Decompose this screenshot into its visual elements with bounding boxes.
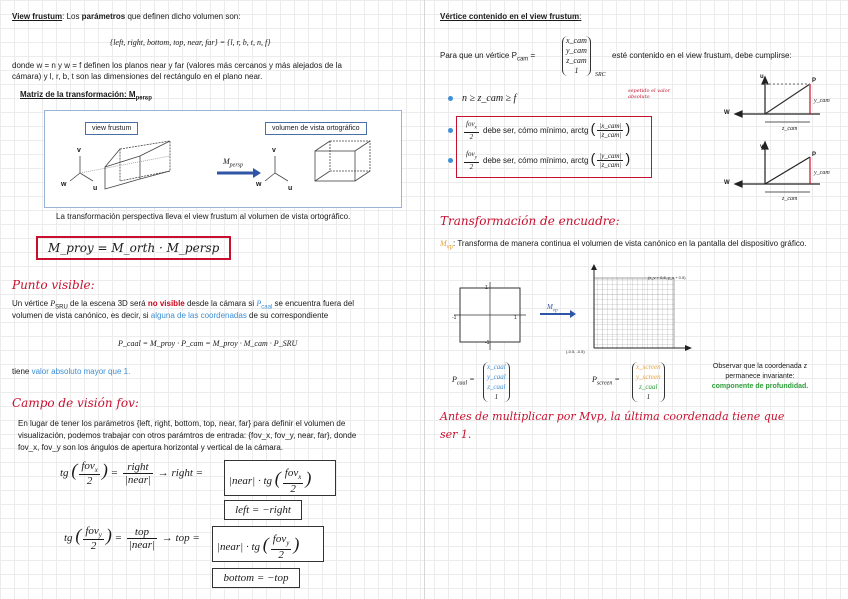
pscreen-lhs: $P_{screen}$ = [592,375,620,387]
mvp-sub: vp [446,244,454,251]
cond-2-two: 2 [469,133,474,142]
mproy-formula: M_proy = M_orth · M_persp [48,241,220,255]
g2-zcam: z_cam [782,196,798,202]
pv-psru-sub: SRU [55,304,68,311]
pscreen-vector [632,362,665,402]
transf-heading: Transformación de encuadre: [440,214,620,228]
cond-3-two: 2 [469,163,474,172]
eq1-fov: fov [81,460,95,472]
observe-note [700,362,820,392]
frustum-graphs [725,72,843,202]
g2-p: P [812,152,817,158]
pscreen-p: P [592,375,597,384]
pscreen-z: z_caal [639,383,658,391]
eq-right: tg ( $\frac{fov_x}{2}$ ) = $\frac{\text{right}}{\text{|near|}}$ → right = [60,460,204,488]
cond-2-text: debe ser, cómo mínimo, arctg [483,125,589,135]
eq2-arrow: → top = [161,532,200,545]
observe-3: componente de profundidad. [711,383,809,390]
eq1-arrow: → right = [157,467,204,480]
pcam-vector [562,36,591,76]
pv-tiene-text: tiene [12,367,32,376]
canon-tick-bottom: -1 [485,340,490,346]
cond-3-text: debe ser, cómo mínimo, arctg [483,155,589,165]
eq1r-two: 2 [290,483,296,496]
vf-intro-mid: : Los [62,12,82,21]
pcaal-lhs: $P_{caal}$ = [452,375,475,387]
eq1-fov-sub: x [94,466,98,475]
vertex-heading-text: Vértice contenido en el view frustum [440,12,580,21]
cond-2-fov-sub: x [474,125,477,131]
eq2-fov: fov [85,525,99,537]
g2-v: v [760,144,764,150]
g1-p: P [812,78,817,84]
vf-intro-rest: que definen dicho volumen son: [125,12,241,21]
pcam-x: x_cam [566,36,587,45]
g1-zcam: z_cam [782,126,798,132]
pv-f: de su correspondiente [246,311,329,320]
cond-2-fov: fov [466,120,475,128]
punto-visible-heading: Punto visible: [12,278,95,292]
matrix-heading-text: Matriz de la transformación: M [20,90,136,99]
pscreen-y: y_screen [636,373,661,381]
mproy-box [36,236,231,260]
pv-psru: P [50,299,56,308]
matrix-heading [20,89,152,105]
observe-1: Observar que la coordenada z [712,363,808,370]
vertex-heading-colon: : [579,12,582,21]
g1-u: u [760,74,764,80]
pv-a: Un vértice [12,299,51,308]
canon-tick-left: -1 [452,315,457,321]
pv-no-visible: no visible [147,299,185,308]
pscreen-sub: screen [596,380,613,387]
eq2r-two: 2 [278,549,284,562]
eq2-near: |near| [128,539,156,552]
fig-axis-v-1: v [77,147,81,154]
pv-alguna: alguna de las coordenadas [150,311,247,320]
campo-line-3: fov_x, fov_y son los ángulos de apertura horizontal y vertical de la cámara. [18,443,284,452]
pv-pcaal-sub: caal [261,304,273,311]
eq2-fov-sub: y [98,531,102,540]
pv-pcaal: P [256,299,262,308]
eq2-result: |near| · tg [217,541,261,553]
mvp-line [440,238,840,254]
campo-heading: Campo de visión fov: [12,396,139,410]
fig-label-frustum: view frustum [85,122,138,135]
antes-line-1: Antes de multiplicar por Mvp, la última coordenada tiene que [440,410,785,423]
vf-term: View frustum [12,12,63,21]
canon-arrow-sub: vp [552,308,558,314]
pv-formula: P_caal = M_proy · P_cam = M_proy · M_cam · P_SRU [118,339,298,348]
pcam-lead-sub: cam [516,56,529,63]
pscreen-x: x_screen [636,363,661,371]
g1-ycam: y_cam [814,98,830,104]
vf-intro-bold: parámetros [81,12,126,21]
transform-figure [44,110,402,208]
column-divider [424,0,425,599]
pv-b: de la escena 3D será [67,299,148,308]
eq1-right: right [123,461,153,474]
screen-bottom-label: (-0.5, -0.5) [566,349,585,354]
pv-tiene [12,366,130,377]
cond-2: $\frac{fov_x}{2}$ debe ser, cómo mínimo, arctg ( $\frac{\text{|x\_cam|}}{\text{|z\_cam|}}$ ) [448,120,630,141]
pcam-tail: esté contenido en el view frustum, debe cumplirse: [612,51,792,60]
eq2-two: 2 [90,540,97,553]
matrix-heading-sub: persp [135,95,152,102]
donde-line-2: cámara) y l, r, b, t son las dimensiones del rectángulo en el plano near. [12,72,263,81]
pv-d: se encuentra fuera del [272,299,355,308]
vf-intro [12,11,240,22]
observe-2: permanece invariante: [725,373,795,380]
eq1-near: |near| [124,474,152,487]
eq1-result: |near| · tg [229,475,273,487]
eq-top-result: |near| · tg ( $\frac{fov_y}{2}$ ) [212,526,324,562]
canonical-view [450,278,530,353]
cond-3-den: |z_cam| [599,161,622,170]
fig-axis-v-2: v [272,147,276,154]
pcaal-w: 1 [494,393,499,401]
eq1-two: 2 [86,475,93,488]
vertex-heading [440,11,581,22]
pv-line-2 [12,310,328,321]
pv-valor: valor absoluto mayor que 1. [31,367,131,376]
g2-ycam: y_cam [814,170,830,176]
eq-top: tg ( $\frac{fov_y}{2}$ ) = $\frac{\text{top}}{\text{|near|}}$ → top = [64,525,200,553]
pcaal-p: P [452,375,457,384]
screen-top-label: (x_v + 0.5, y_v + 0.5) [648,275,686,280]
cond-1-text: n ≥ z_cam ≥ f [462,93,517,104]
canon-tick-right: 1 [514,315,517,321]
eq1r-fov: fov [284,466,299,479]
canon-tick-top: 1 [485,285,488,291]
params-formula: {left, right, bottom, top, near, far} = {l, r, b, t, n, f} [110,38,271,47]
mvp-m: M [440,239,447,248]
pcam-lead: Para que un vértice $P_{cam}$ = [440,51,536,63]
pcaal-y: y_caal [487,373,506,381]
campo-line-2: visualización, podemos trabajar con otros parámtros de entrada: {fov_x, fov_y, near, far}, donde [18,431,357,440]
pcaal-sub: caal [456,380,468,387]
g2-w: W [724,180,730,186]
fig-axis-u-1: u [93,185,98,192]
eq2r-fov: fov [272,532,287,545]
pcam-src: SRC [595,72,606,78]
cond-3-fov-sub: y [474,155,477,161]
transform-caption: La transformación perspectiva lleva el view frustum al volumen de vista ortográfico. [56,212,351,221]
campo-line-1: En lugar de tener los parámetros {left, right, bottom, top, near, far} para definir el volumen de [18,419,346,428]
fig-axis-w-2: w [256,181,262,188]
canon-arrow-m: M [547,303,553,311]
cond-3-fov: fov [466,150,475,158]
pscreen-w: 1 [646,393,651,401]
fig-arrow-label [223,156,243,172]
left-eq-box: left = −right [224,500,302,520]
pcam-w: 1 [574,66,579,75]
pcaal-x: x_caal [487,363,506,371]
cond-2-den: |z_cam| [599,131,622,140]
fig-arrow-m: M [223,157,230,166]
donde-line-1: donde w = n y w = f definen los planos near y far (valores más cercanos y más alejados de la [12,61,342,70]
fig-arrow-sub: persp [229,162,244,169]
cond-3: $\frac{fov_y}{2}$ debe ser, cómo mínimo, arctg ( $\frac{\text{|y\_cam|}}{\text{|z\_cam|}}$ ) [448,150,630,171]
fig-axis-w-1: w [61,181,67,188]
cond-3-num: |y_cam| [599,152,622,161]
fig-axis-u-2: u [288,185,293,192]
bullet-dot [448,96,453,101]
pcaal-vector [483,362,510,402]
canon-arrow [538,308,578,320]
handnote: sepetido el valor absoluto [628,88,671,100]
eq2-tg: tg [64,532,73,545]
eq2-top: top [127,526,157,539]
eq1r-fov-sub: x [298,473,302,482]
pcaal-z: z_caal [487,383,506,391]
pcam-z: z_cam [566,56,587,65]
mvp-text: : Transforma de manera continua el volumen de vista canónico en la pantalla del dispositivo gráfico. [453,239,807,248]
antes-line-2: ser 1. [440,428,472,441]
pcam-lead-text: Para que un vértice P [440,51,517,60]
cond-2-num: |x_cam| [599,122,622,131]
bullet-dot [448,128,453,133]
eq1-tg: tg [60,467,69,480]
bullet-dot [448,158,453,163]
pv-e: volumen de vista canónico, es decir, si [12,311,151,320]
bottom-eq-box: bottom = −top [212,568,300,588]
pv-c: desde la cámara si [184,299,257,308]
g1-w: W [724,110,730,116]
cond-1 [448,93,516,104]
eq2r-fov-sub: y [286,539,290,548]
eq-right-result: |near| · tg ( $\frac{fov_x}{2}$ ) [224,460,336,496]
canon-arrow-label [547,302,558,316]
fig-label-ortho: volumen de vista ortográfico [265,122,367,135]
pcam-y: y_cam [566,46,587,55]
